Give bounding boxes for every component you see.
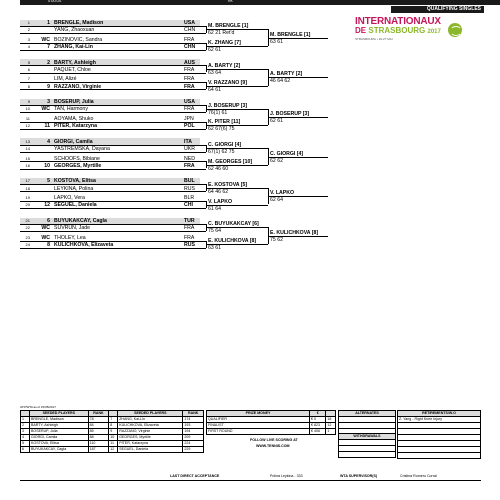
round3-score: 62 62	[270, 157, 283, 164]
player-name: BOZINOVIC, Sandra	[54, 36, 103, 43]
player-country: FRA	[184, 36, 195, 43]
player-name: GIORGI, Camila	[54, 138, 93, 145]
seeded-table: SEEDED PLAYERS RANK SEEDED PLAYERS RANK 1 BRENGLE, Madison 78 7 ZHANG, Kai-Lin 174 2 BARTY, Ashleigh 84 8 KULICHKOVA, Elizaveta 193 3 BOSERUP, Julia 85 9 RAZZANO, Virginie 194 4 GIORGI, Camila 88 10 GEORGES, Myrtille 209 5 KOSTOVA, Elitsa 110 11 PITER, Katarzyna 224 6 BUYUKAKCAY, Cagla 187 12 SEGUEL, Daniela 229	[20, 410, 204, 453]
round3-score: 75 62	[270, 236, 283, 243]
supervisor-value: Cristina Romero Corral	[400, 474, 437, 478]
player-name: TAN, Harmony	[54, 106, 88, 113]
player-name: YANG, Zhaoxuan	[54, 27, 95, 34]
seeded-row: 2 BARTY, Ashleigh 84 8 KULICHKOVA, Elizaveta 193	[21, 423, 204, 429]
withdrawals-table: WITHDRAWALS	[338, 433, 396, 458]
bracket-line	[268, 236, 328, 237]
draw-position: 11	[25, 116, 30, 121]
round2-winner: K. PITER [11]	[208, 119, 241, 126]
seed-label: 3	[47, 99, 50, 106]
round2-score: 63 64	[208, 69, 221, 76]
draw-position: 21	[25, 218, 30, 223]
round2-winner: C. GIORGI [4]	[208, 142, 242, 149]
seed-label: 6	[47, 218, 50, 224]
seed-label: 7	[47, 44, 50, 50]
bracket-line	[206, 86, 268, 87]
round3-winner: C. GIORGI [4]	[270, 150, 304, 157]
seed-label: WC	[41, 234, 50, 241]
draw-position: 4	[27, 44, 30, 49]
player-country: FRA	[184, 76, 195, 83]
round2-score: 64 46 62	[208, 188, 229, 195]
round2-winner: E. KULICHKOVA [8]	[208, 238, 257, 245]
bracket-line	[268, 196, 328, 197]
draw-position: 16	[25, 162, 30, 168]
player-name: SEGUEL, Daniela	[54, 202, 97, 209]
player-country: CHI	[184, 202, 193, 209]
player-name: GEORGES, Myrtille	[54, 162, 102, 169]
seed-label: 5	[47, 178, 50, 185]
draw-position: 23	[25, 234, 30, 240]
seed-label: WC	[41, 36, 50, 43]
seed-label: 8	[47, 242, 50, 248]
draw-rule	[20, 33, 206, 34]
logo-line2: DE STRASBOURG 2017	[355, 26, 441, 35]
round3-winner: J. BOSERUP [3]	[270, 110, 310, 117]
bracket-line	[206, 227, 268, 228]
round2-winner: M. GEORGES [10]	[208, 158, 253, 165]
supervisor-label: WTA SUPERVISOR(S)	[340, 474, 378, 478]
live-scoring: FOLLOW LIVE SCORING AT	[250, 438, 298, 442]
seed-label: 10	[44, 162, 50, 169]
player-name: LAPKO, Vera	[54, 195, 85, 202]
seeded-row: 1 BRENGLE, Madison 78 7 ZHANG, Kai-Lin 174	[21, 417, 204, 423]
round2-winner: J. BOSERUP [3]	[208, 102, 248, 109]
draw-position: 5	[27, 59, 30, 65]
player-name: BRENGLE, Madison	[54, 20, 104, 26]
draw-position: 6	[27, 66, 30, 72]
player-country: FRA	[184, 162, 195, 169]
footer-note: ATP/WTA as of 15/05/2017	[20, 405, 56, 409]
seed-label: 9	[47, 83, 50, 90]
draw-rule	[20, 89, 206, 90]
player-name: BOSERUP, Julia	[54, 99, 94, 106]
round3-winner: A. BARTY [2]	[270, 71, 303, 78]
player-country: BUL	[184, 178, 195, 185]
bracket-line	[206, 125, 268, 126]
draw-rule	[20, 231, 206, 232]
lda-label: LAST DIRECT ACCEPTANCE	[170, 474, 220, 478]
seed-label: WC	[41, 225, 50, 232]
player-country: JPN	[184, 116, 194, 122]
round3-score: 62 61	[270, 117, 283, 124]
round2-score: 62 67(6) 75	[208, 126, 235, 133]
seed-label: 11	[44, 123, 50, 130]
live-url[interactable]: WWW.TENNIS.COM	[256, 444, 290, 448]
bracket-line	[206, 205, 268, 206]
round2-score: 75 64	[208, 228, 221, 235]
draw-position: 19	[25, 195, 30, 201]
retirements-table: RETIREMENTS/W.O Z. Yang - Right Knee Injury	[397, 410, 481, 459]
lda-value: Polina Leykina - 333	[270, 474, 303, 478]
round2-winner: C. BUYUKAKCAY [6]	[208, 221, 259, 228]
player-country: RUS	[184, 185, 195, 192]
player-name: THOLEY, Lea	[54, 234, 86, 241]
player-country: FRA	[184, 225, 195, 232]
alternates-table: ALTERNATES	[338, 410, 396, 435]
player-country: RUS	[184, 242, 195, 248]
draw-rule	[20, 50, 206, 51]
draw-position: 18	[25, 185, 30, 191]
player-name: RAZZANO, Virginie	[54, 83, 102, 90]
player-country: CHN	[184, 44, 196, 50]
bracket-line	[206, 188, 268, 189]
player-country: FRA	[184, 234, 195, 241]
logo-tagline: STRASBOURG • 20-27 MAI	[355, 37, 393, 41]
round2-winner: V. LAPKO	[208, 198, 233, 205]
round3-score: 46 64 62	[270, 78, 291, 85]
draw-position: 12	[25, 123, 30, 129]
prize-row: QUALIFIER € 0 18	[207, 417, 336, 423]
draw-position: 8	[27, 83, 30, 89]
round2-winner: A. BARTY [2]	[208, 62, 241, 69]
draw-position: 17	[25, 178, 30, 184]
bracket-line	[206, 69, 268, 70]
player-country: FRA	[184, 66, 195, 73]
bracket-line	[268, 77, 328, 78]
bracket-line	[268, 38, 328, 39]
player-name: LIM, Alizé	[54, 76, 77, 83]
round3-winner: E. KULICHKOVA [8]	[270, 229, 319, 236]
player-name: AOYAMA, Shuko	[54, 116, 94, 122]
seeded-row: 6 BUYUKAKCAY, Cagla 187 12 SEGUEL, Daniela 229	[21, 447, 204, 453]
player-country: BLR	[184, 195, 195, 202]
bracket-line	[206, 148, 268, 149]
logo-line1: INTERNATIONAUX	[355, 16, 441, 27]
draw-rule	[20, 191, 206, 192]
round2-score: 63 61	[208, 245, 221, 252]
prize-row: FINALIST € 823 12	[207, 423, 336, 429]
draw-rule	[20, 169, 206, 170]
status-header: STATUS	[48, 0, 62, 3]
round3-score: 63 61	[270, 38, 283, 45]
player-country: TUR	[184, 218, 195, 224]
draw-position: 10	[25, 106, 30, 112]
round2-score: 62 46 60	[208, 165, 229, 172]
rank-header: RK	[228, 0, 233, 3]
round2-score: 61 64	[208, 205, 221, 212]
player-country: USA	[184, 99, 195, 106]
seed-label: 1	[47, 20, 50, 26]
round2-score: 67(1) 62 75	[208, 149, 235, 156]
round3-winner: M. BRENGLE [1]	[270, 31, 311, 38]
player-name: PITER, Katarzyna	[54, 123, 97, 130]
draw-position: 24	[25, 242, 30, 247]
player-name: KULICHKOVA, Elizaveta	[54, 242, 114, 248]
tennis-ball-icon	[448, 23, 462, 37]
bracket-line	[206, 244, 268, 245]
player-country: AUS	[184, 59, 195, 66]
draw-position: 13	[25, 138, 30, 144]
player-country: FRA	[184, 106, 195, 113]
draw-position: 3	[27, 36, 30, 42]
draw-rule	[20, 152, 206, 153]
player-country: NED	[184, 155, 195, 162]
draw-position: 22	[25, 225, 30, 231]
player-name: BARTY, Ashleigh	[54, 59, 96, 66]
bracket-line	[206, 46, 268, 47]
seed-label: 2	[47, 59, 50, 66]
round2-score: 62 21 Ret'd	[208, 30, 235, 37]
seeded-row: 5 KOSTOVA, Elitsa 110 11 PITER, Katarzyna 224	[21, 441, 204, 447]
draw-position: 7	[27, 76, 30, 82]
player-country: CHN	[184, 27, 196, 34]
round2-score: 76(1) 61	[208, 109, 228, 116]
round2-winner: K. ZHANG [7]	[208, 40, 241, 47]
round3-score: 62 64	[270, 197, 283, 204]
player-name: PAQUET, Chloe	[54, 66, 91, 73]
player-name: LEYKINA, Polina	[54, 185, 94, 192]
header-bar	[20, 0, 500, 5]
seed-label: WC	[41, 106, 50, 113]
seeded-row: 4 GIORGI, Camila 88 10 GEORGES, Myrtille 209	[21, 435, 204, 441]
bracket-line	[206, 29, 268, 30]
bracket-line	[268, 157, 328, 158]
player-name: SCHOOFS, Bibiane	[54, 155, 100, 162]
player-country: USA	[184, 20, 195, 26]
bracket-line	[206, 109, 268, 110]
player-country: ITA	[184, 138, 192, 145]
draw-rule	[20, 129, 206, 130]
player-country: UKR	[184, 146, 195, 152]
seed-label: 4	[47, 138, 50, 145]
round2-score: 64 61	[208, 86, 221, 93]
round3-winner: V. LAPKO	[270, 190, 295, 197]
round2-winner: M. BRENGLE [1]	[208, 23, 249, 30]
draw-position: 1	[27, 20, 30, 25]
footer-divider	[20, 480, 481, 481]
player-country: FRA	[184, 83, 195, 90]
bracket-line	[206, 165, 268, 166]
draw-position: 9	[27, 99, 30, 105]
round2-winner: E. KOSTOVA [5]	[208, 181, 248, 188]
draw-rule	[20, 112, 206, 113]
draw-position: 20	[25, 202, 30, 208]
player-country: POL	[184, 123, 195, 130]
draw-rule	[20, 248, 206, 249]
player-name: YASTREMSKA, Dayana	[54, 146, 110, 152]
player-name: ZHANG, Kai-Lin	[54, 44, 93, 50]
draw-rule	[20, 208, 206, 209]
draw-title: QUALIFYING SINGLES	[391, 6, 484, 13]
prize-table: PRIZE MONEY € QUALIFIER € 0 18 FINALIST € 823 12 FIRST ROUND € 406 1	[206, 410, 336, 435]
draw-position: 15	[25, 155, 30, 161]
draw-position: 14	[25, 146, 30, 151]
bracket-line	[268, 117, 328, 118]
draw-rule	[20, 73, 206, 74]
seed-label: 12	[44, 202, 50, 209]
draw-position: 2	[27, 27, 30, 33]
player-name: KOSTOVA, Elitsa	[54, 178, 96, 185]
player-name: BUYUKAKCAY, Cagla	[54, 218, 107, 224]
seeded-row: 3 BOSERUP, Julia 85 9 RAZZANO, Virginie 194	[21, 429, 204, 435]
round2-score: 62 61	[208, 47, 221, 54]
player-name: SUVRUN, Jade	[54, 225, 91, 232]
prize-row: FIRST ROUND € 406 1	[207, 429, 336, 435]
round2-winner: V. RAZZANO [9]	[208, 79, 248, 86]
